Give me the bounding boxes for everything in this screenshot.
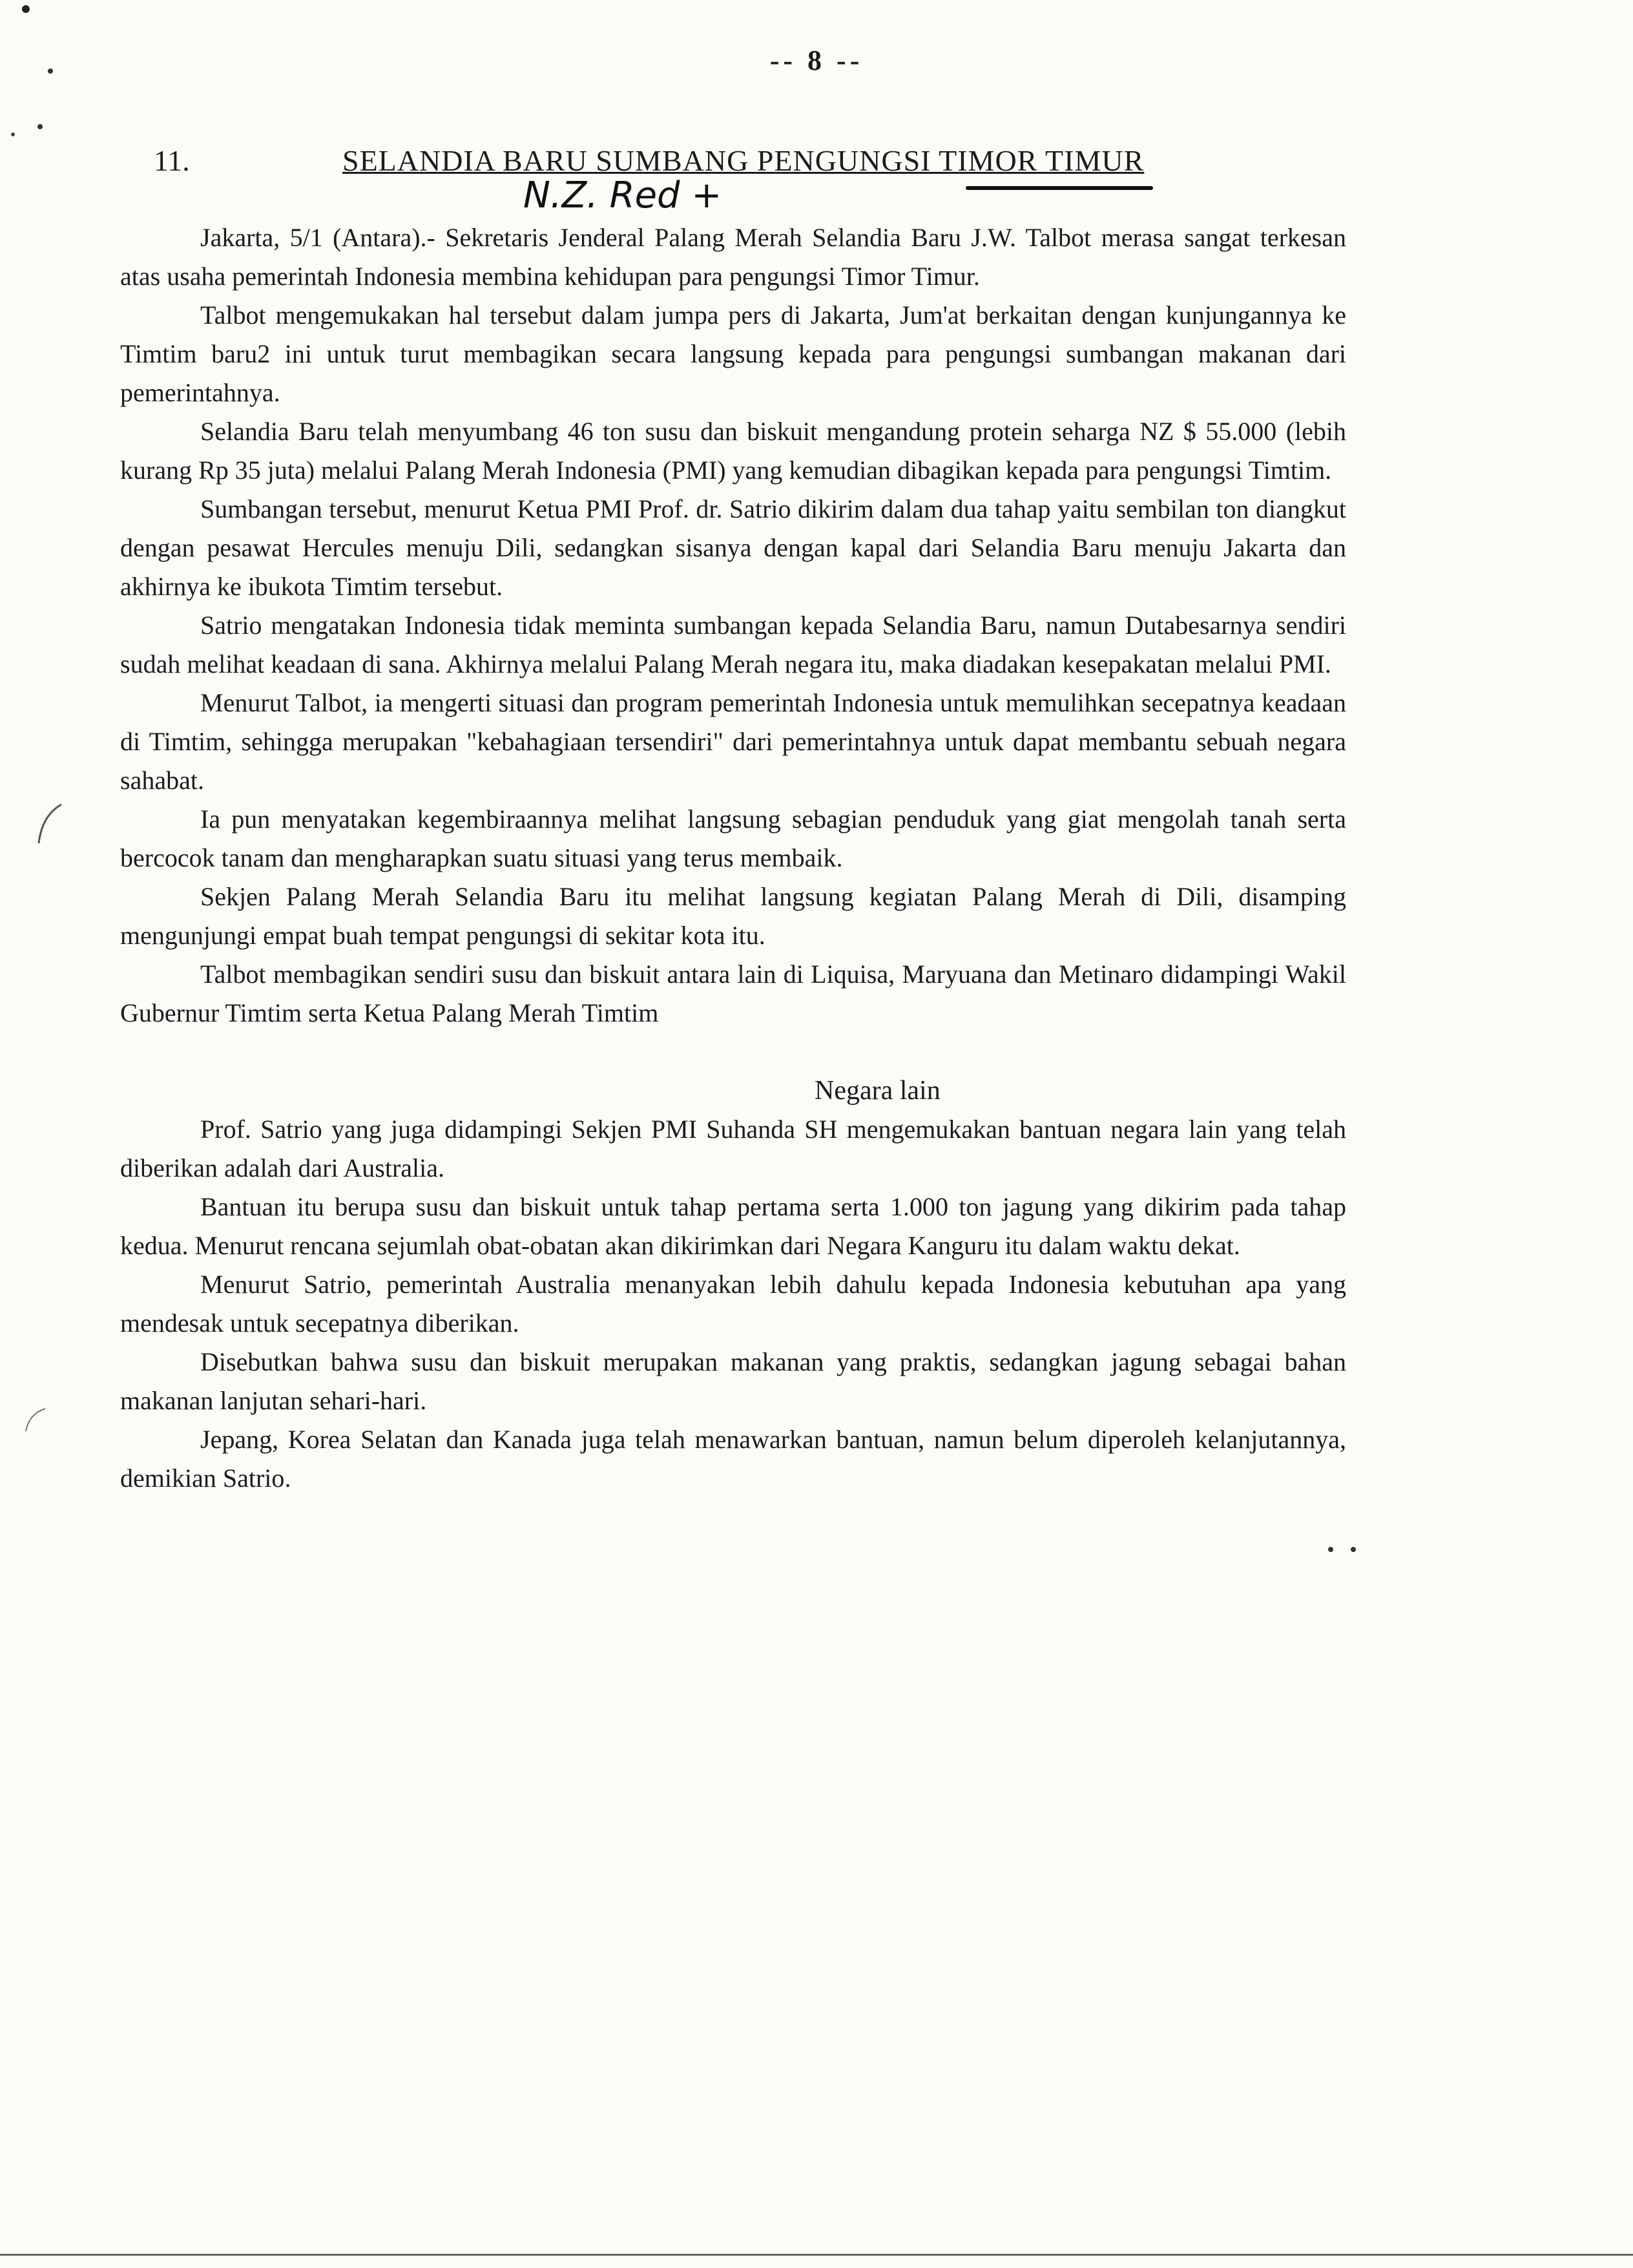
paragraph-4: Sumbangan tersebut, menurut Ketua PMI Prof. dr. Satrio dikirim dalam dua tahap yaitu sembilan ton diangkut dengan pesawat Hercules menuju Dili, sedangkan sisanya dengan kapal dari Selandia Baru menuju Jakarta dan akhirnya ke ibukota Timtim tersebut. (120, 494, 1346, 601)
paragraph-8: Sekjen Palang Merah Selandia Baru itu melihat langsung kegiatan Palang Merah di Dili, disamping mengunjungi empat buah tempat pengungsi di sekitar kota itu. (120, 882, 1346, 950)
paragraph-7: Ia pun menyatakan kegembiraannya melihat langsung sebagian penduduk yang giat mengolah tanah serta bercocok tanam dan mengharapkan suatu situasi yang terus membaik. (120, 804, 1346, 872)
paragraph-6: Menurut Talbot, ia mengerti situasi dan program pemerintah Indonesia untuk memulihkan secepatnya keadaan di Timtim, sehingga merupakan "kebahagiaan tersendiri" dari pemerintahnya untuk dapat membantu sebuah negara sahabat. (120, 688, 1346, 795)
paragraph-12: Menurut Satrio, pemerintah Australia menanyakan lebih dahulu kepada Indonesia kebutuhan apa yang mendesak untuk secepatnya diberikan. (120, 1270, 1346, 1338)
paragraph-14: Jepang, Korea Selatan dan Kanada juga telah menawarkan bantuan, namun belum diperoleh kelanjutannya, demikian Satrio. (120, 1425, 1346, 1493)
item-number: 11. (154, 144, 190, 177)
paragraph-5: Satrio mengatakan Indonesia tidak meminta sumbangan kepada Selandia Baru, namun Dutabesarnya sendiri sudah melihat keadaan di sana. Akhirnya melalui Palang Merah negara itu, maka diadakan kesepakatan melalui PMI. (120, 611, 1346, 678)
handwritten-note: N.Z. Red + (523, 174, 722, 216)
paragraph-1: Jakarta, 5/1 (Antara).- Sekretaris Jenderal Palang Merah Selandia Baru J.W. Talbot merasa sangat terkesan atas usaha pemerintah Indonesia membina kehidupan para pengungsi Timor Timur. (120, 223, 1346, 291)
paragraph-9: Talbot membagikan sendiri susu dan biskuit antara lain di Liquisa, Maryuana dan Metinaro didampingi Wakil Gubernur Timtim serta Ketua Palang Merah Timtim (120, 960, 1346, 1027)
headline: SELANDIA BARU SUMBANG PENGUNGSI TIMOR TIMUR (342, 144, 1145, 177)
subheading: Negara lain (815, 1076, 941, 1106)
paragraph-3: Selandia Baru telah menyumbang 46 ton susu dan biskuit mengandung protein seharga NZ $ 55.000 (lebih kurang Rp 35 juta) melalui Palang Merah Indonesia (PMI) yang kemudian dibagikan kepada para pengungsi Timtim. (120, 417, 1346, 485)
paragraph-2: Talbot mengemukakan hal tersebut dalam jumpa pers di Jakarta, Jum'at berkaitan dengan kunjungannya ke Timtim baru2 ini untuk turut membagikan secara langsung kepada para pengungsi sumbangan makanan dari pemerintahnya. (120, 300, 1346, 407)
paragraph-13: Disebutkan bahwa susu dan biskuit merupakan makanan yang praktis, sedangkan jagung sebagai bahan makanan lanjutan sehari-hari. (120, 1347, 1346, 1415)
paragraph-10: Prof. Satrio yang juga didampingi Sekjen PMI Suhanda SH mengemukakan bantuan negara lain yang telah diberikan adalah dari Australia. (120, 1115, 1346, 1182)
bottom-edge-line (0, 2254, 1633, 2256)
article-body (120, 218, 1346, 1498)
paragraph-11: Bantuan itu berupa susu dan biskuit untuk tahap pertama serta 1.000 ton jagung yang dikirim pada tahap kedua. Menurut rencana sejumlah obat-obatan akan dikirimkan dari Negara Kanguru itu dalam waktu dekat. (120, 1192, 1346, 1260)
page-number: -- 8 -- (769, 45, 864, 76)
handwritten-underline (966, 186, 1153, 190)
